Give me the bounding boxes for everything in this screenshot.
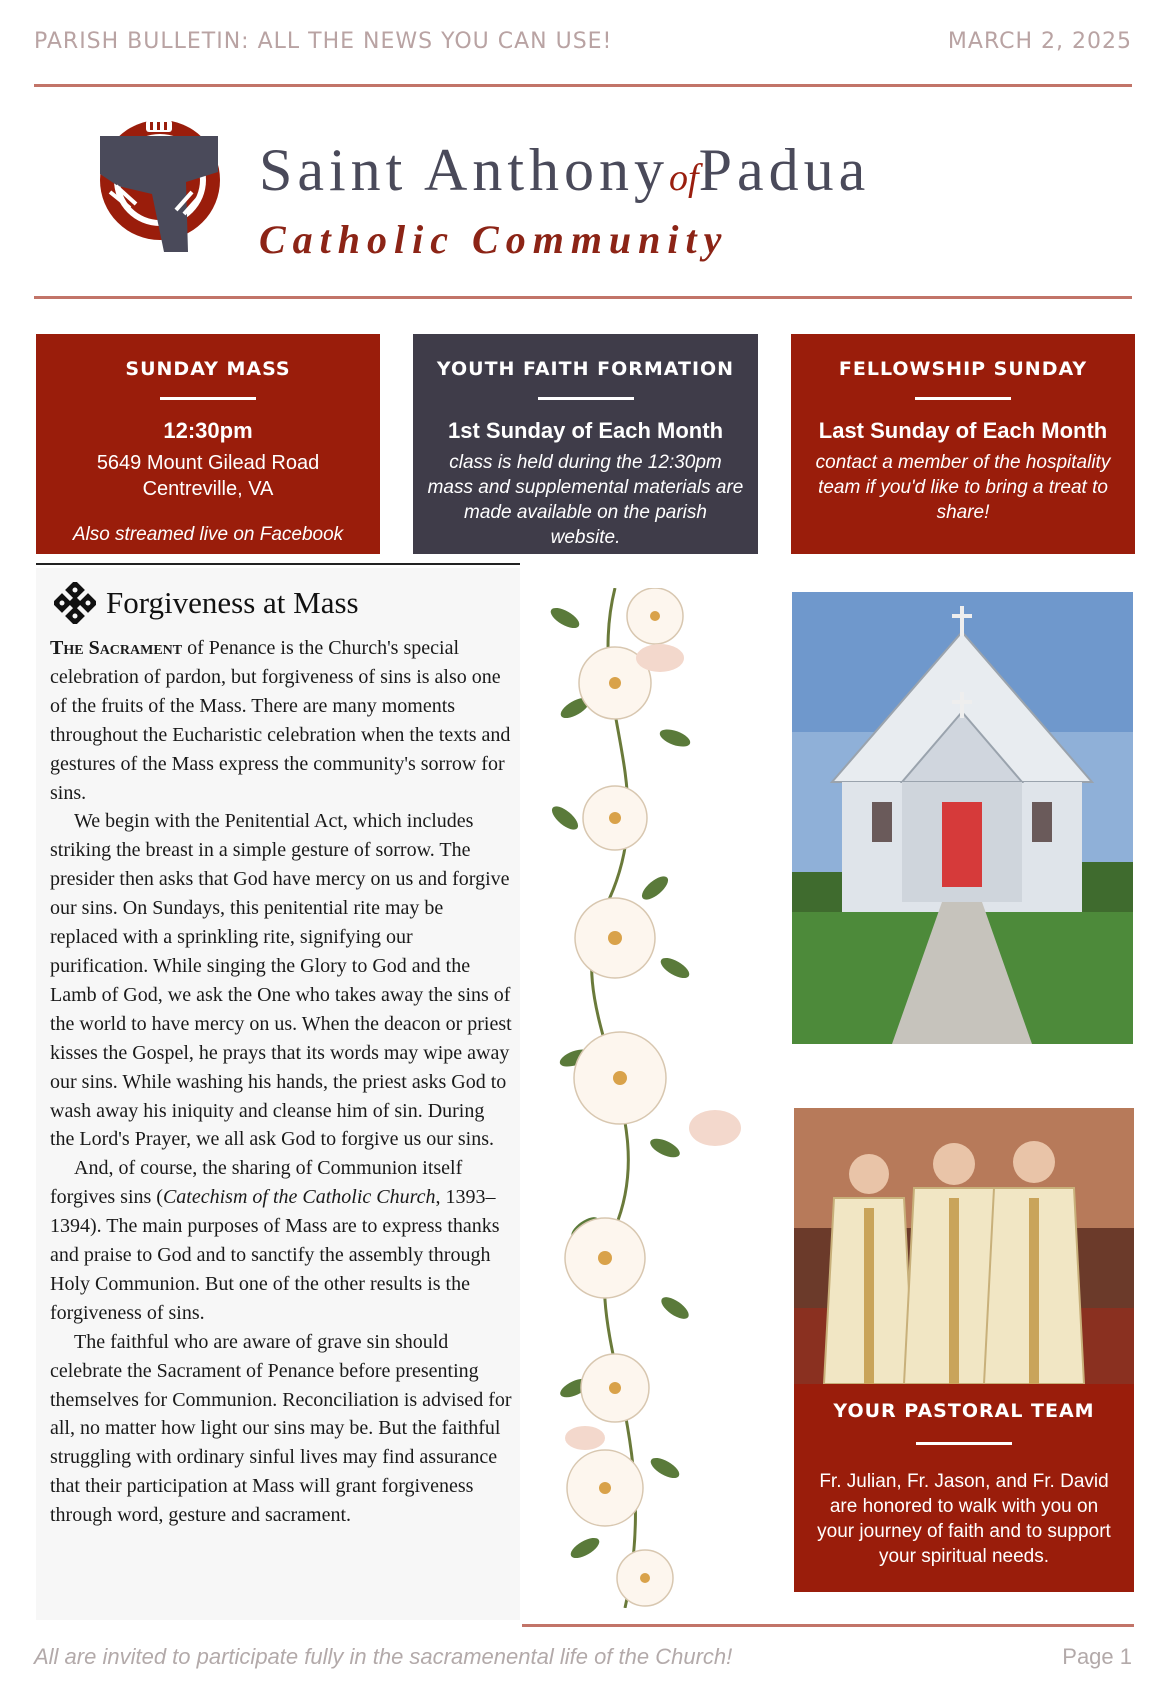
parish-name xyxy=(259,136,870,205)
mass-address-line1: 5649 Mount Gilead Road xyxy=(96,452,320,474)
article-paragraph-text: , 1393–1394). The main purposes of Mass are to express thanks and praise to God and to sanctify the assembly through Holy Communion. But one of the other results is the forgiveness of sins. xyxy=(50,1186,500,1324)
ornament-icon xyxy=(54,582,96,624)
fellowship-note: contact a member of the hospitality team if you'd like to bring a treat to share! xyxy=(815,452,1111,523)
sunday-mass-card xyxy=(36,334,380,554)
parish-name-part1: Saint Anthony xyxy=(259,137,670,203)
masthead-divider xyxy=(34,296,1132,299)
article-body xyxy=(50,634,512,1530)
page-footer xyxy=(34,1644,1132,1670)
pastoral-team-text: Fr. Julian, Fr. Jason, and Fr. David are honored to walk with you on your journey of faith and to support your spiritual needs. xyxy=(817,1471,1111,1567)
footer-tagline: All are invited to participate fully in the sacramenental life of the Church! xyxy=(34,1644,733,1669)
article-lead: The Sacrament xyxy=(50,637,183,659)
mass-time: 12:30pm xyxy=(163,418,253,443)
parish-name-part2: Padua xyxy=(698,137,871,203)
article-title: Forgiveness at Mass xyxy=(106,585,359,620)
header-divider xyxy=(34,84,1132,87)
church-photo xyxy=(792,592,1133,1044)
page-number: Page 1 xyxy=(1062,1644,1132,1669)
pastoral-team-photo xyxy=(794,1108,1134,1384)
card-divider xyxy=(916,1442,1012,1445)
bulletin-header xyxy=(34,26,1132,56)
youth-faith-card xyxy=(413,334,758,554)
parish-logo-icon xyxy=(96,116,256,276)
card-title: SUNDAY MASS xyxy=(125,358,291,380)
card-title: YOUR PASTORAL TEAM xyxy=(833,1400,1095,1422)
footer-divider xyxy=(522,1624,1134,1627)
card-divider xyxy=(538,397,634,400)
bulletin-title: PARISH BULLETIN: ALL THE NEWS YOU CAN USE! xyxy=(34,28,613,54)
article-paragraph xyxy=(50,1154,512,1327)
parish-subtitle: Catholic Community xyxy=(259,217,729,262)
card-divider xyxy=(915,397,1011,400)
article-citation: Catechism of the Catholic Church xyxy=(162,1186,436,1209)
article-top-rule xyxy=(36,563,520,565)
article-forgiveness xyxy=(36,568,520,1620)
card-divider xyxy=(160,397,256,400)
article-paragraph: The faithful who are aware of grave sin should celebrate the Sacrament of Penance before presenting themselves for Communion. Reconciliation is advised for all, no matter how light our sins may be. But the faithful struggling with ordinary sinful lives may find assurance that their participation at Mass will grant forgiveness through word, gesture and sacrament. xyxy=(50,1330,512,1527)
article-paragraph: We begin with the Penitential Act, which includes striking the breast in a simple gesture of sorrow. The presider then asks that God have mercy on us and forgive our sins. On Sundays, this penitential rite may be replaced with a sprinkling rite, signifying our purification. While singing the Glory to God and the Lamb of God, we ask the One who takes away the sins of the world to have mercy on us. When the deacon or priest kisses the Gospel, he prays that its words may wipe away our sins. While washing his hands, the priest asks God to wash away his iniquity and cleanse him of sin. During the Lord's Prayer, we all ask God to forgive us our sins. xyxy=(50,810,512,1151)
masthead xyxy=(96,116,1086,276)
article-paragraph xyxy=(50,634,512,807)
parish-name-of: of xyxy=(669,157,699,199)
article-paragraph-text: of Penance is the Church's special celebration of pardon, but forgiveness of sins is also one of the fruits of the Mass. There are many moments throughout the Eucharistic celebration when the texts and gestures of the Mass express the community's sorrow for sins. xyxy=(50,637,511,804)
article-paragraph-text: And, of course, the sharing of Communion itself forgives sins ( xyxy=(50,1157,463,1209)
card-title: FELLOWSHIP SUNDAY xyxy=(838,358,1088,380)
youth-schedule: 1st Sunday of Each Month xyxy=(447,418,724,443)
fellowship-schedule: Last Sunday of Each Month xyxy=(818,418,1108,443)
fellowship-card xyxy=(791,334,1135,554)
bulletin-date: MARCH 2, 2025 xyxy=(947,28,1132,54)
youth-note: class is held during the 12:30pm mass and supplemental materials are made available on the parish website. xyxy=(427,452,744,548)
mass-stream-note: Also streamed live on Facebook xyxy=(72,524,344,545)
mass-address-line2: Centreville, VA xyxy=(142,478,274,500)
article-heading xyxy=(54,582,359,624)
pastoral-team-card xyxy=(794,1384,1134,1592)
floral-vine-decoration xyxy=(545,588,765,1608)
card-title: YOUTH FAITH FORMATION xyxy=(436,358,735,380)
